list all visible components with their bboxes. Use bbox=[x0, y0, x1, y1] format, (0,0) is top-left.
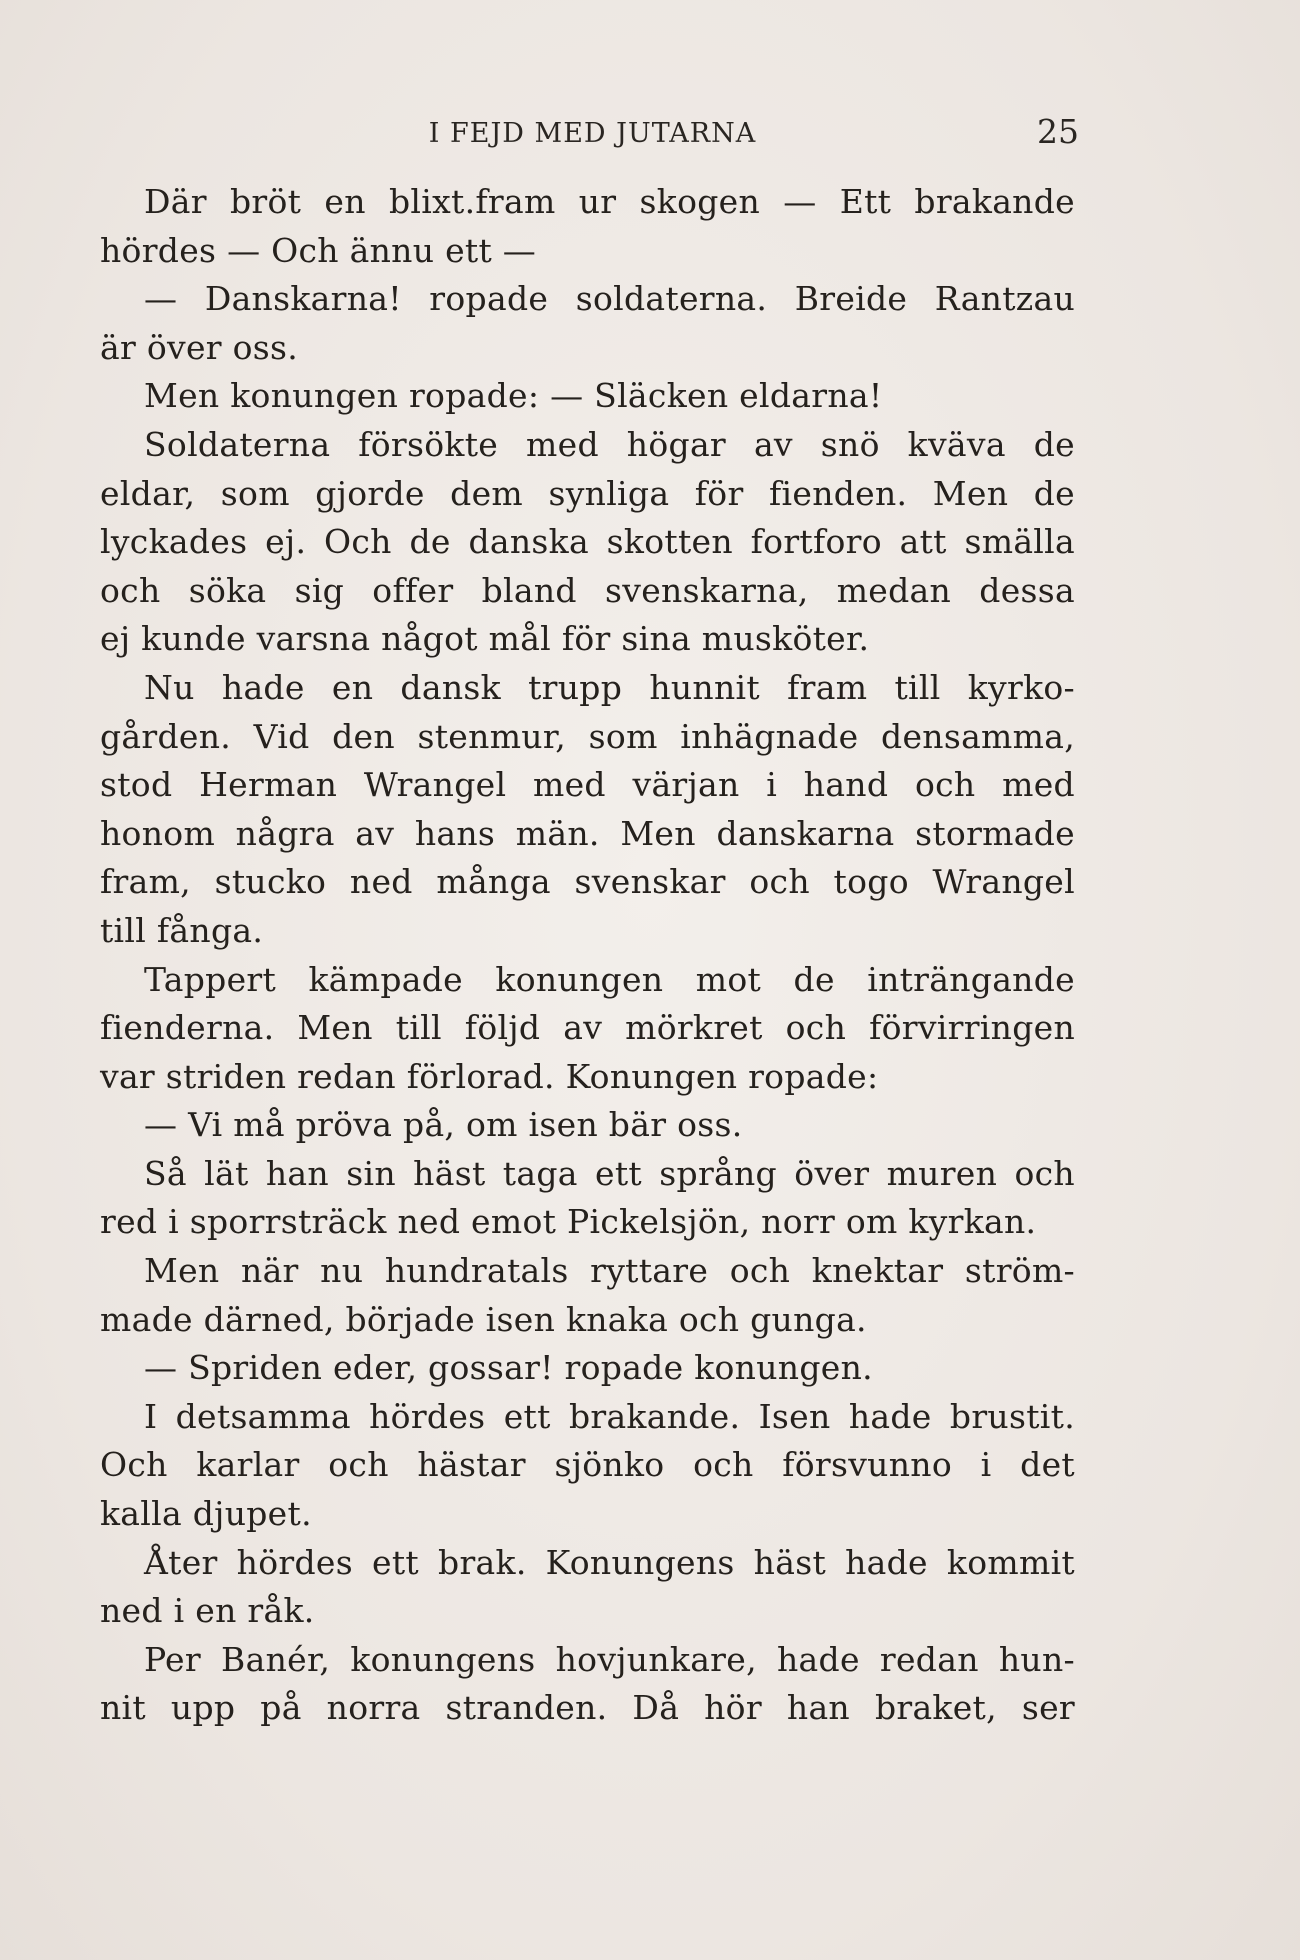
body-text bbox=[100, 178, 1075, 1733]
text-line: Tappert kämpade konungen mot de inträngande bbox=[144, 959, 1075, 999]
text-line: lyckades ej. Och de danska skotten fortforo att smälla bbox=[100, 522, 1075, 562]
text-line: nit upp på norra stranden. Då hör han braket, ser bbox=[100, 1688, 1075, 1728]
text-line: — Spriden eder, gossar! ropade konungen. bbox=[144, 1348, 873, 1388]
text-line: var striden redan förlorad. Konungen ropade: bbox=[100, 1056, 879, 1096]
text-line: kalla djupet. bbox=[100, 1494, 312, 1534]
text-line: fienderna. Men till följd av mörkret och förvirringen bbox=[100, 1008, 1075, 1048]
text-line: är över oss. bbox=[100, 327, 299, 367]
text-line: Där bröt en blixt.fram ur skogen — Ett brakande bbox=[144, 182, 1075, 221]
text-line: Per Banér, konungens hovjunkare, hade redan hun- bbox=[144, 1639, 1075, 1679]
text-line: Så lät han sin häst taga ett språng över muren och bbox=[144, 1153, 1075, 1193]
page-header bbox=[100, 112, 1085, 162]
text-line: I detsamma hördes ett brakande. Isen hade brustit. bbox=[144, 1396, 1075, 1436]
text-line: ned i en råk. bbox=[100, 1591, 315, 1631]
text-line: eldar, som gjorde dem synliga för fienden. Men de bbox=[100, 473, 1075, 513]
text-line: gården. Vid den stenmur, som inhägnade densamma, bbox=[100, 716, 1075, 756]
page-number: 25 bbox=[1037, 112, 1079, 151]
text-line: och söka sig offer bland svenskarna, medan dessa bbox=[100, 570, 1075, 610]
text-line: — Vi må pröva på, om isen bär oss. bbox=[144, 1105, 743, 1145]
text-line: Men konungen ropade: — Släcken eldarna! bbox=[144, 376, 883, 416]
text-line: ej kunde varsna något mål för sina musköter. bbox=[100, 619, 870, 659]
text-line: till fånga. bbox=[100, 910, 264, 950]
text-line: hördes — Och ännu ett — bbox=[100, 230, 537, 270]
running-head: I FEJD MED JUTARNA bbox=[428, 118, 757, 149]
text-line: fram, stucko ned många svenskar och togo Wrangel bbox=[100, 862, 1075, 902]
text-line: Soldaterna försökte med högar av snö kväva de bbox=[144, 424, 1075, 464]
text-line: made därned, började isen knaka och gunga. bbox=[100, 1299, 867, 1339]
text-line: honom några av hans män. Men danskarna stormade bbox=[100, 813, 1075, 853]
text-line: Nu hade en dansk trupp hunnit fram till kyrko- bbox=[144, 667, 1075, 707]
text-line: Och karlar och hästar sjönko och försvunno i det bbox=[100, 1445, 1075, 1485]
text-line: Men när nu hundratals ryttare och knektar ström- bbox=[144, 1251, 1075, 1291]
text-line: red i sporrsträck ned emot Pickelsjön, norr om kyrkan. bbox=[100, 1202, 1037, 1242]
text-line: stod Herman Wrangel med värjan i hand och med bbox=[100, 765, 1075, 805]
text-line: — Danskarna! ropade soldaterna. Breide Rantzau bbox=[144, 279, 1075, 319]
text-line: Åter hördes ett brak. Konungens häst hade kommit bbox=[144, 1542, 1075, 1582]
